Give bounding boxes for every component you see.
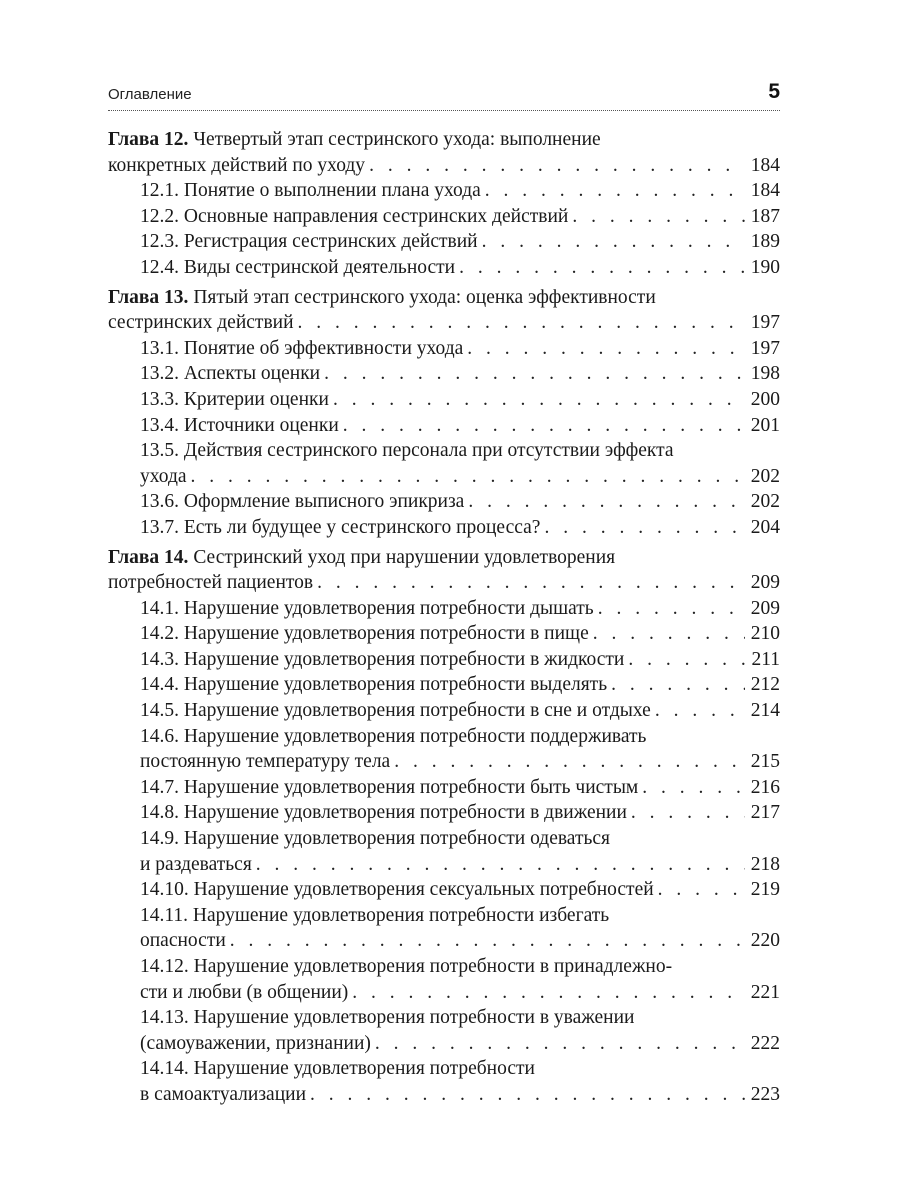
entry-page-number: 200: [750, 388, 780, 410]
dot-leader: [544, 515, 744, 541]
toc-entry: [108, 954, 780, 1005]
entry-title-line: [140, 749, 780, 775]
toc-entry: [108, 826, 780, 877]
toc-entry: [108, 515, 780, 541]
dot-leader: [593, 621, 745, 647]
chapter-title-line: [108, 127, 780, 153]
dot-leader: [459, 255, 745, 281]
dot-leader: [256, 852, 745, 878]
entry-page-number: 216: [750, 776, 780, 798]
entry-title-line: [140, 489, 780, 515]
entry-title-line: [140, 229, 780, 255]
entry-title: 12.3. Регистрация сестринских действий: [140, 231, 478, 253]
dot-leader: [467, 336, 744, 362]
entry-page-number: 218: [750, 853, 780, 875]
chapter-title-text: Четвертый этап сестринского ухода: выполнение: [188, 129, 601, 150]
chapter-block: [108, 285, 780, 541]
chapter-title-line: [108, 545, 780, 571]
toc-entry: [108, 387, 780, 413]
entry-title-line: 14.12. Нарушение удовлетворения потребности в принадлежно-: [140, 956, 673, 977]
entry-title-line: [140, 178, 780, 204]
entry-title: и раздеваться: [140, 853, 252, 875]
entry-page-number: 220: [750, 930, 780, 952]
entry-title-line: [140, 647, 780, 673]
chapter-block: [108, 545, 780, 1108]
dot-leader: [611, 672, 745, 698]
dot-leader: [628, 647, 745, 673]
entry-title: 14.10. Нарушение удовлетворения сексуальных потребностей: [140, 879, 654, 901]
entry-page-number: 219: [750, 879, 780, 901]
entry-title-line: 14.6. Нарушение удовлетворения потребности поддерживать: [140, 725, 647, 747]
entry-title: 12.1. Понятие о выполнении плана ухода: [140, 180, 481, 202]
entry-page-number: 184: [750, 180, 780, 202]
entry-page-number: 187: [750, 205, 780, 227]
toc-entry: [108, 229, 780, 255]
chapter-title-text: Пятый этап сестринского ухода: оценка эффективности: [188, 286, 656, 308]
entry-page-number: 190: [750, 256, 780, 278]
section-title: Оглавление: [108, 86, 192, 103]
chapter-title-text: потребностей пациентов: [108, 572, 314, 594]
toc-entry: [108, 672, 780, 698]
entry-page-number: 189: [750, 231, 780, 253]
entry-title: 13.3. Критерии оценки: [140, 388, 329, 410]
chapter-title-text: Сестринский уход при нарушении удовлетворения: [188, 546, 616, 568]
entry-title: опасности: [140, 930, 226, 952]
dot-leader: [333, 387, 745, 413]
toc-entry: [108, 438, 780, 489]
entry-title-line: [140, 1031, 780, 1057]
dot-leader: [485, 178, 745, 204]
entry-title: 14.5. Нарушение удовлетворения потребности в сне и отдыхе: [140, 700, 651, 722]
dot-leader: [369, 153, 745, 179]
entry-page-number: 197: [750, 337, 780, 359]
entry-title-line: [140, 464, 780, 490]
entry-title: 13.4. Источники оценки: [140, 414, 339, 436]
toc-entry: [108, 413, 780, 439]
entry-title-line: 14.13. Нарушение удовлетворения потребности в уважении: [140, 1007, 635, 1029]
entry-title: постоянную температуру тела: [140, 751, 391, 773]
toc-entry: [108, 800, 780, 826]
entry-title: 13.7. Есть ли будущее у сестринского процесса?: [140, 516, 541, 538]
entry-page-number: 209: [750, 597, 780, 619]
dot-leader: [310, 1082, 745, 1108]
entry-title-line: [140, 928, 780, 954]
toc-entry: [108, 903, 780, 954]
entry-page-number: 221: [750, 981, 780, 1003]
chapter-label: Глава 14.: [108, 546, 189, 568]
entry-title-line: [140, 877, 780, 903]
chapter-title-line: [108, 153, 780, 179]
entry-title: 14.7. Нарушение удовлетворения потребности быть чистым: [140, 776, 639, 798]
toc-entry: [108, 647, 780, 673]
chapter-title-text: конкретных действий по уходу: [108, 154, 366, 176]
dot-leader: [598, 596, 745, 622]
toc-entry: [108, 255, 780, 281]
toc-entry: [108, 489, 780, 515]
chapter-heading: [108, 545, 780, 596]
dot-leader: [324, 361, 745, 387]
dot-leader: [317, 570, 745, 596]
entry-title: (самоуважении, признании): [140, 1032, 371, 1054]
entry-title-line: [140, 775, 780, 801]
entry-page-number: 217: [750, 802, 780, 824]
entry-title-line: [140, 413, 780, 439]
dot-leader: [468, 489, 744, 515]
toc-entry: [108, 1005, 780, 1056]
chapter-label: Глава 12.: [108, 129, 189, 150]
entry-title: 14.3. Нарушение удовлетворения потребности в жидкости: [140, 648, 625, 670]
entry-page-number: 215: [750, 751, 780, 773]
toc-entry: [108, 204, 780, 230]
chapter-title-line: [108, 570, 780, 596]
chapter-page-number: 184: [750, 154, 780, 176]
entry-title-line: [140, 1082, 780, 1108]
entry-page-number: 210: [750, 623, 780, 645]
running-header: [108, 80, 780, 111]
entry-title: 12.4. Виды сестринской деятельности: [140, 256, 456, 278]
chapter-title-text: сестринских действий: [108, 312, 294, 334]
entry-title-line: [140, 255, 780, 281]
chapter-page-number: 197: [750, 312, 780, 334]
entry-title-line: [140, 621, 780, 647]
chapter-title-line: [108, 285, 780, 311]
chapter-page-number: 209: [750, 572, 780, 594]
toc-entry: [108, 336, 780, 362]
entry-title: 14.1. Нарушение удовлетворения потребности дышать: [140, 597, 594, 619]
chapter-heading: [108, 127, 780, 178]
entry-page-number: 211: [751, 648, 780, 670]
entry-page-number: 214: [750, 700, 780, 722]
dot-leader: [394, 749, 745, 775]
entry-title-line: 13.5. Действия сестринского персонала при отсутствии эффекта: [140, 440, 674, 462]
dot-leader: [230, 928, 745, 954]
entry-title-line: [140, 336, 780, 362]
entry-title: сти и любви (в общении): [140, 981, 349, 1003]
dot-leader: [352, 980, 744, 1006]
dot-leader: [655, 698, 745, 724]
entry-page-number: 202: [750, 491, 780, 513]
entry-title-line: [140, 800, 780, 826]
entry-title-line: [140, 596, 780, 622]
entry-title-line: [140, 672, 780, 698]
toc-entry: [108, 877, 780, 903]
entry-title-line: 14.9. Нарушение удовлетворения потребности одеваться: [140, 828, 610, 850]
entry-title: в самоактуализации: [140, 1083, 307, 1105]
entry-title: 14.2. Нарушение удовлетворения потребности в пище: [140, 623, 589, 645]
dot-leader: [375, 1031, 745, 1057]
dot-leader: [191, 464, 745, 490]
entry-page-number: 201: [750, 414, 780, 436]
toc-entry: [108, 724, 780, 775]
chapter-title-line: [108, 310, 780, 336]
entry-page-number: 222: [750, 1032, 780, 1054]
dot-leader: [343, 413, 745, 439]
toc-entry: [108, 1056, 780, 1107]
entry-page-number: 198: [750, 363, 780, 385]
entry-title: 13.1. Понятие об эффективности ухода: [140, 337, 464, 359]
dot-leader: [631, 800, 745, 826]
table-of-contents: [108, 127, 780, 1110]
dot-leader: [298, 310, 745, 336]
toc-entry: [108, 178, 780, 204]
chapter-heading: [108, 285, 780, 336]
toc-entry: [108, 361, 780, 387]
toc-entry: [108, 775, 780, 801]
entry-title: 14.8. Нарушение удовлетворения потребности в движении: [140, 802, 627, 824]
entry-title-line: [140, 387, 780, 413]
dot-leader: [572, 204, 744, 230]
entry-title: 13.2. Аспекты оценки: [140, 363, 321, 385]
dot-leader: [658, 877, 745, 903]
entry-title-line: [140, 204, 780, 230]
entry-page-number: 204: [750, 516, 780, 538]
chapter-block: [108, 127, 780, 281]
entry-page-number: 223: [750, 1083, 780, 1105]
entry-title-line: [140, 852, 780, 878]
entry-title-line: [140, 980, 780, 1006]
entry-title-line: 14.11. Нарушение удовлетворения потребности избегать: [140, 904, 610, 926]
dot-leader: [482, 229, 745, 255]
toc-entry: [108, 596, 780, 622]
page-number: 5: [768, 80, 780, 103]
entry-page-number: 212: [750, 674, 780, 696]
toc-entry: [108, 698, 780, 724]
chapter-label: Глава 13.: [108, 286, 189, 308]
entry-title-line: [140, 698, 780, 724]
entry-title: ухода: [140, 465, 187, 487]
toc-entry: [108, 621, 780, 647]
entry-title: 13.6. Оформление выписного эпикриза: [140, 491, 465, 513]
entry-title-line: [140, 361, 780, 387]
entry-title-line: 14.14. Нарушение удовлетворения потребности: [140, 1058, 535, 1080]
entry-title-line: [140, 515, 780, 541]
entry-title: 12.2. Основные направления сестринских действий: [140, 205, 569, 227]
entry-title: 14.4. Нарушение удовлетворения потребности выделять: [140, 674, 608, 696]
dot-leader: [642, 775, 744, 801]
entry-page-number: 202: [750, 465, 780, 487]
